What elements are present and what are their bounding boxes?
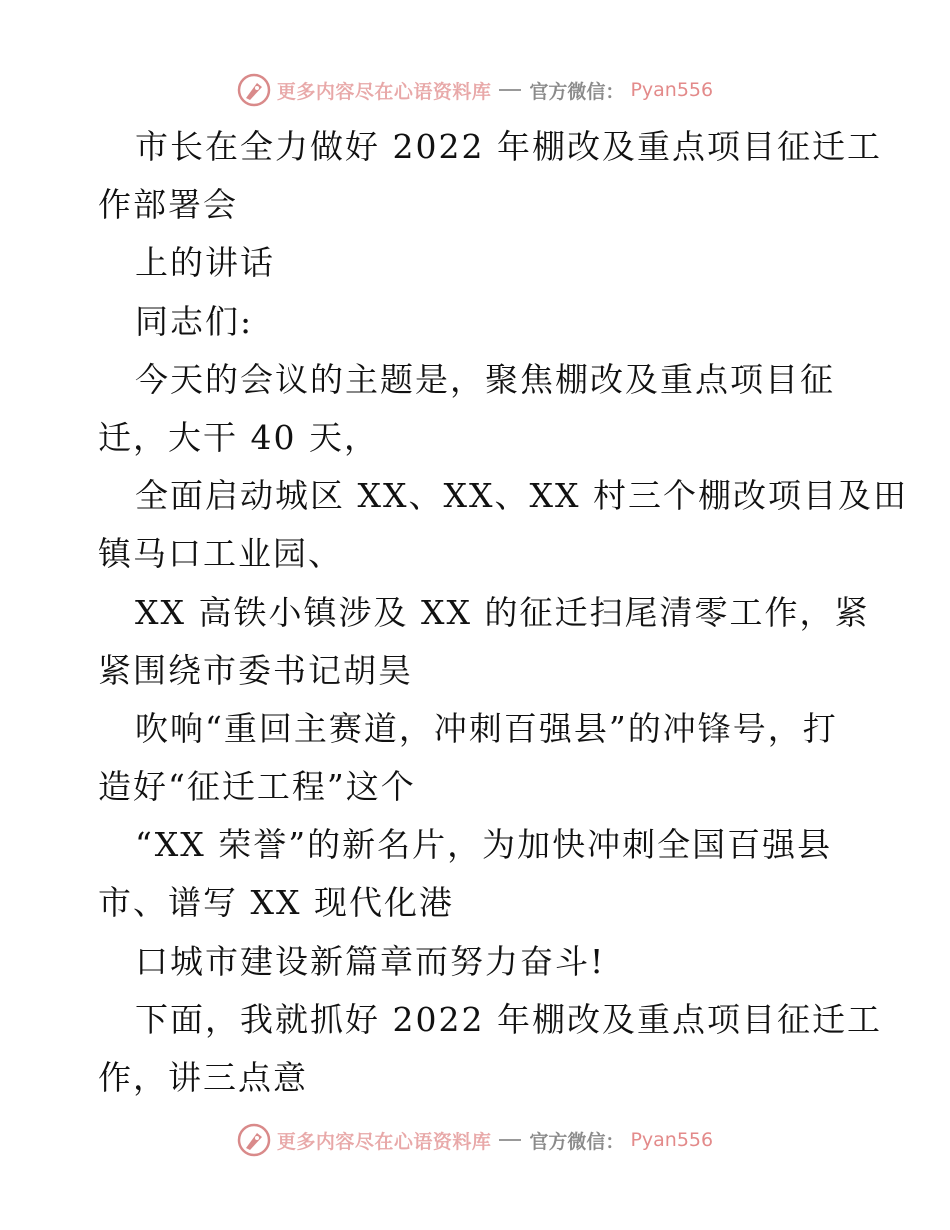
title-line-3: 上的讲话 (135, 243, 275, 283)
title-line-2: 作部署会 (98, 185, 238, 225)
paragraph-line: 紧围绕市委书记胡昊 (98, 650, 413, 690)
paragraph-line: XX 高铁小镇涉及 XX 的征迁扫尾清零工作，紧 (135, 592, 870, 632)
watermark-wechat-id: Pyan556 (630, 1129, 714, 1151)
watermark-dash (499, 1139, 521, 1141)
greeting-line: 同志们: (135, 301, 254, 341)
paragraph-line: 造好“征迁工程”这个 (98, 767, 416, 807)
paragraph-line: 下面，我就抓好 2022 年棚改及重点项目征迁工 (135, 999, 882, 1039)
watermark-dash (499, 89, 521, 91)
watermark-site-text: 更多内容尽在心语资料库 (276, 1130, 492, 1153)
footer-watermark (0, 1120, 950, 1160)
watermark-official-text: 官方微信： (529, 1130, 625, 1153)
paragraph-line: 市、谱写 XX 现代化港 (98, 883, 454, 923)
paragraph-line: 全面启动城区 XX、XX、XX 村三个棚改项目及田 (135, 476, 908, 516)
paragraph-line: “XX 荣誉”的新名片，为加快冲刺全国百强县 (135, 825, 833, 865)
document-body (98, 118, 908, 1107)
watermark-site-text: 更多内容尽在心语资料库 (276, 80, 492, 103)
watermark-wechat-id: Pyan556 (630, 79, 714, 101)
pen-nib-logo-icon (237, 73, 271, 107)
paragraph-line: 口城市建设新篇章而努力奋斗! (135, 941, 606, 981)
title-line-1: 市长在全力做好 2022 年棚改及重点项目征迁工 (135, 127, 882, 166)
paragraph-line: 今天的会议的主题是，聚焦棚改及重点项目征 (135, 359, 835, 399)
header-watermark (0, 70, 950, 110)
paragraph-line: 吹响“重回主赛道，冲刺百强县”的冲锋号，打 (135, 708, 838, 748)
paragraph-line: 迁，大干 40 天， (98, 417, 379, 457)
watermark-official-text: 官方微信： (529, 80, 625, 103)
pen-nib-logo-icon (237, 1123, 271, 1157)
paragraph-line: 镇马口工业园、 (98, 534, 343, 574)
paragraph-line: 作，讲三点意 (98, 1058, 308, 1097)
